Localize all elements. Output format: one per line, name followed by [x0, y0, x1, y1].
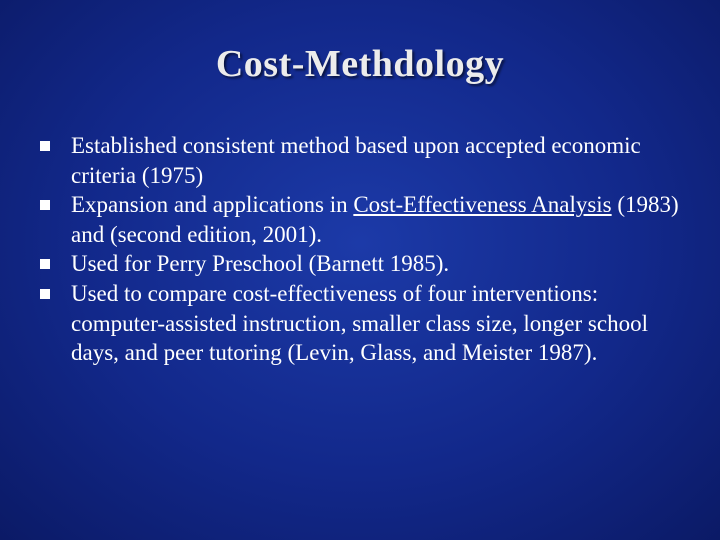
- bullet-item: [40, 190, 680, 249]
- square-bullet-icon: [40, 200, 50, 210]
- square-bullet-icon: [40, 259, 50, 269]
- square-bullet-icon: [40, 289, 50, 299]
- bullet-item: [40, 279, 680, 368]
- square-bullet-icon: [40, 141, 50, 151]
- bullet-item: [40, 249, 680, 279]
- bullet-text-part: Used to compare cost-effectiveness of four interventions: computer-assisted instruction, smaller class size, longer school days, and peer tutoring (Levin, Glass, and Meister 1987).: [71, 280, 648, 366]
- bullet-text: [71, 281, 648, 365]
- bullet-text: [71, 133, 641, 188]
- bullet-text-part: (1983) and (second edition, 2001).: [71, 192, 679, 247]
- bullet-text: [71, 192, 679, 247]
- bullet-text-part: Expansion and applications in: [71, 192, 354, 218]
- bullet-text-part: Used for Perry Preschool (Barnett 1985).: [71, 251, 450, 277]
- bullet-text: [71, 251, 449, 276]
- slide-title: Cost-Methdology: [215, 43, 505, 85]
- bullet-list: [40, 131, 680, 368]
- book-title-underlined: Cost-Effectiveness Analysis: [353, 192, 612, 218]
- bullet-text-part: Established consistent method based upon accepted economic criteria (1975): [71, 133, 641, 188]
- bullet-item: [40, 131, 680, 190]
